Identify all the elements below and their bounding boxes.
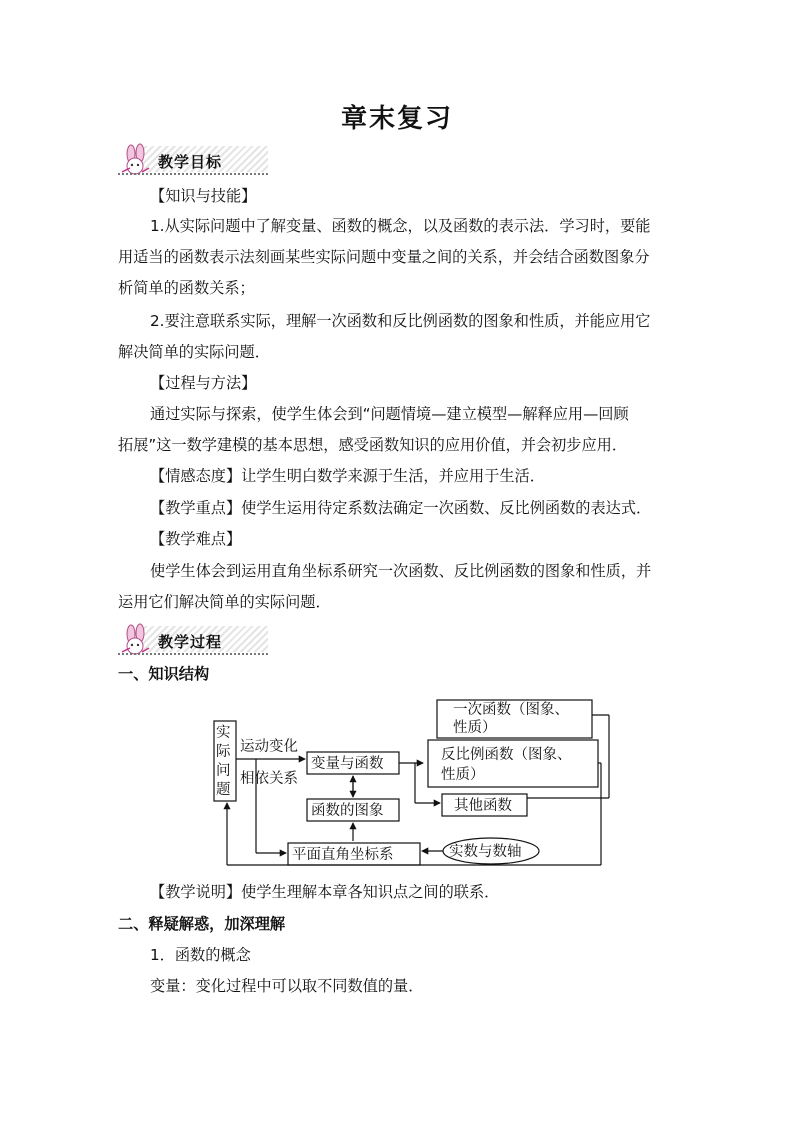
paragraph-line: 用适当的函数表示法刻画某些实际问题中变量之间的关系，并会结合函数图象分	[118, 248, 650, 266]
section-label: 教学过程	[158, 633, 223, 651]
difficulty-heading: 【教学难点】	[150, 530, 242, 548]
knowledge-heading: 【知识与技能】	[150, 187, 257, 205]
key-points-line: 【教学重点】使学生运用待定系数法确定一次函数、反比例函数的表达式．	[150, 499, 652, 517]
variables-functions-label: 变量与函数	[311, 756, 384, 772]
paragraph-line: 析简单的函数关系；	[118, 279, 255, 297]
actual-problem-char: 实	[216, 725, 231, 741]
paragraph-line: 1.从实际问题中了解变量、函数的概念，以及函数的表示法．学习时，要能	[150, 217, 651, 235]
page-title: 章末复习	[340, 104, 453, 134]
banner-underline	[118, 173, 268, 175]
actual-problem-char: 问	[216, 763, 231, 779]
part1-heading: 一、知识结构	[118, 665, 210, 683]
section-banner-process	[118, 622, 268, 658]
section-label: 教学目标	[158, 153, 223, 171]
inverse-function-label: 反比例函数（图象、	[441, 747, 572, 763]
other-functions-label: 其他函数	[454, 798, 512, 814]
item-heading: 1．函数的概念	[150, 946, 251, 964]
real-numbers-label: 实数与数轴	[449, 844, 522, 860]
paragraph-line: 使学生体会到运用直角坐标系研究一次函数、反比例函数的图象和性质，并	[150, 562, 652, 580]
actual-problem-char: 际	[216, 744, 231, 760]
paragraph-line: 解决简单的实际问题．	[118, 343, 270, 361]
part2-heading: 二、释疑解惑，加深理解	[118, 915, 286, 933]
actual-problem-char: 题	[216, 782, 231, 798]
linear-function-label: 性质）	[453, 720, 497, 736]
section-banner-objectives	[118, 142, 268, 178]
motion-change-label: 运动变化	[240, 739, 298, 755]
paragraph-line: 运用它们解决简单的实际问题．	[118, 593, 331, 611]
attitude-line: 【情感态度】让学生明白数学来源于生活，并应用于生活．	[150, 467, 545, 485]
variable-definition: 变量：变化过程中可以取不同数值的量．	[150, 977, 424, 995]
coordinate-system-label: 平面直角坐标系	[292, 847, 394, 863]
teaching-note: 【教学说明】使学生理解本章各知识点之间的联系．	[150, 883, 500, 901]
function-graph-label: 函数的图象	[311, 803, 384, 819]
banner-underline	[118, 653, 268, 655]
interdependent-label: 相依关系	[240, 771, 298, 787]
paragraph-line: 拓展”这一数学建模的基本思想，感受函数知识的应用价值，并会初步应用．	[118, 436, 628, 454]
knowledge-structure-diagram	[205, 695, 615, 870]
linear-function-label: 一次函数（图象、	[453, 702, 569, 718]
paragraph-line: 通过实际与探索，使学生体会到“问题情境—建立模型—解释应用—回顾	[150, 405, 629, 423]
paragraph-line: 2.要注意联系实际，理解一次函数和反比例函数的图象和性质，并能应用它	[150, 312, 651, 330]
inverse-function-label: 性质）	[441, 767, 485, 783]
process-heading: 【过程与方法】	[150, 374, 257, 392]
